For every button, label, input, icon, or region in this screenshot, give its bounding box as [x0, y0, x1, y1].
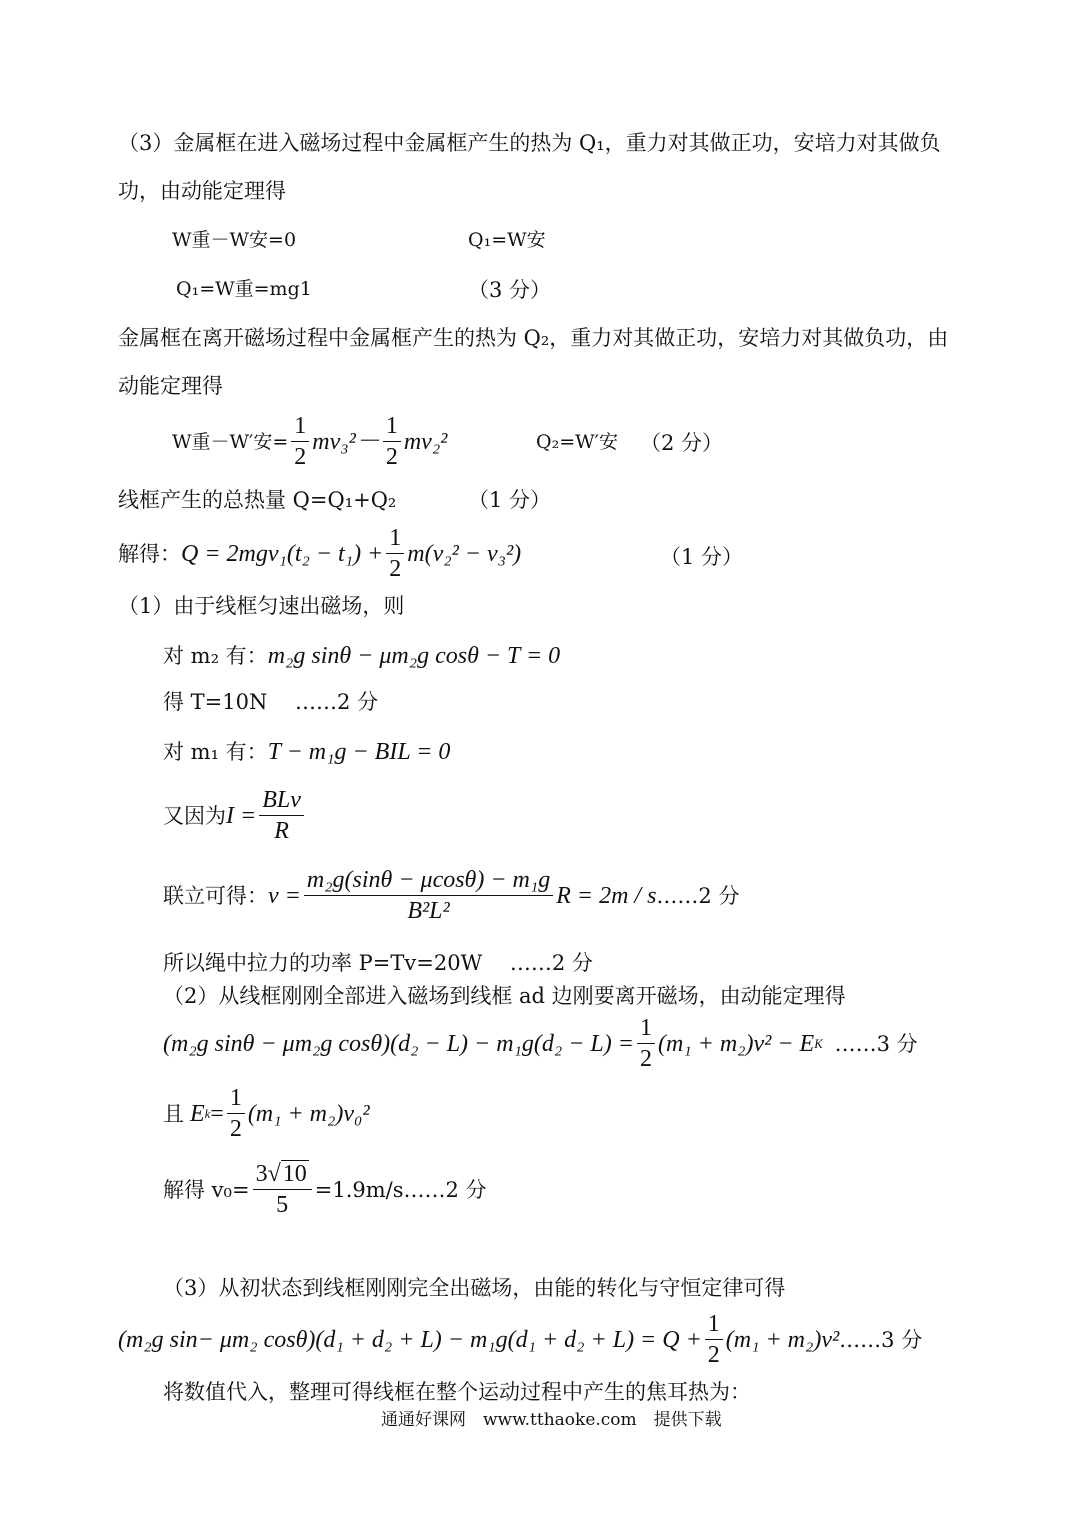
fraction-half-2: $\frac{1}{2}$: [383, 414, 401, 470]
s3-last-line: 将数值代入，整理可得线框在整个运动过程中产生的焦耳热为：: [163, 1380, 751, 1404]
score-1b: （1 分）: [660, 545, 744, 569]
s2-Ek-line: 且 E k = $\frac{1}{2}$ (m₁ + m₂)v₀²: [163, 1085, 370, 1143]
s1-velocity-line: [163, 868, 739, 924]
s2-energy-equation: (m₂g sinθ − μm₂g cosθ)(d₂ − L) − m₁g(d₂ − L) = $\frac{1}{2}$ (m₁ + m₂)v² − E K ……3 分: [163, 1015, 918, 1073]
fraction-half-5: $\frac{1}{2}$: [227, 1086, 245, 1142]
leave-line-2: 动能定理得: [118, 374, 223, 398]
s2-Ek-label: 且: [163, 1101, 184, 1126]
s1-title: （1）由于线框匀速出磁场，则: [118, 594, 405, 618]
solve-eq-a: Q = 2mgv₁(t₂ − t₁) +: [181, 541, 384, 568]
s1-v-rhs: R = 2m / s: [556, 883, 657, 910]
s1-m1-line: [163, 740, 450, 764]
equation-energy-leave: [172, 414, 447, 470]
fraction-half-6: $\frac{1}{2}$: [705, 1312, 723, 1368]
s2-eq-b: (m₁ + m₂)v² − E: [657, 1031, 815, 1058]
s3-title: （3）从初状态到线框刚刚完全出磁场，由能的转化与守恒定律可得: [163, 1276, 786, 1300]
s2-v0-rhs: =1.9m/s……2 分: [314, 1177, 487, 1202]
equation-q1: Q₁=W重=mg1: [176, 278, 312, 300]
s1-m2-eq: m₂g sinθ − μm₂g cosθ − T = 0: [267, 643, 561, 669]
equation-q1-equals-w: Q₁=W安: [468, 229, 546, 251]
s1-m1-label: 对 m₁ 有：: [163, 739, 268, 764]
fraction-velocity: $\frac{\text{m₂g(sinθ − μcosθ) − m₁g}}{\text{B²L²}}$: [304, 868, 553, 924]
page-footer: 通通好课网 www.tthaoke.com 提供下载: [381, 1410, 722, 1430]
s1-power-line: 所以绳中拉力的功率 P=Tv=20W ……2 分: [163, 951, 593, 975]
s1-m2-label: 对 m₂ 有：: [163, 643, 268, 668]
solve-equation: [118, 526, 521, 582]
solve-label: 解得：: [118, 541, 181, 566]
s3-energy-equation: [118, 1312, 922, 1368]
s2-title: （2）从线框刚刚全部进入磁场到线框 ad 边刚要离开磁场，由动能定理得: [163, 984, 846, 1008]
p3-intro-line-1: （3）金属框在进入磁场过程中金属框产生的热为 Q₁，重力对其做正功，安培力对其做负: [118, 131, 941, 155]
fraction-half-4: $\frac{1}{2}$: [637, 1016, 655, 1072]
score-3: （3 分）: [468, 278, 552, 302]
s2-v0-label: 解得 v₀=: [163, 1177, 250, 1202]
s2-Ek-lhs: E: [190, 1101, 205, 1128]
equation-work-balance: W重－W安=0: [172, 229, 297, 251]
fraction-half: $\frac{1}{2}$: [291, 414, 309, 470]
s1-m2-line: [163, 644, 560, 668]
s3-eq-a: (m₂g sin− μm₂ cosθ)(d₁ + d₂ + L) − m₁g(d₁ + d₂ + L) = Q +: [118, 1327, 702, 1354]
leave-line-1: 金属框在离开磁场过程中金属框产生的热为 Q₂，重力对其做正功，安培力对其做负功，由: [118, 326, 949, 350]
fraction-half-3: $\frac{1}{2}$: [386, 526, 404, 582]
score-1: （1 分）: [468, 488, 552, 512]
s3-eq-b: (m₁ + m₂)v²: [725, 1327, 840, 1354]
eq-w2-mid: mv₃²－: [312, 429, 380, 456]
s1-v-label: 联立可得：: [163, 883, 268, 908]
fraction-current: $\frac{\text{BLv}}{R}$: [259, 788, 304, 844]
s1-I-lhs: I =: [226, 803, 257, 830]
s1-v-score: ……2 分: [656, 883, 740, 908]
eq-w2-left: W重－W′安=: [172, 430, 289, 453]
score-2: （2 分）: [640, 431, 724, 455]
solve-eq-b: m(v₂² − v₃²): [407, 541, 522, 568]
s1-current-line: [163, 788, 307, 844]
equation-q2: Q₂=W′安: [536, 431, 618, 453]
s1-v-lhs: v =: [268, 883, 301, 910]
s1-I-label: 又因为: [163, 803, 226, 828]
total-heat: 线框产生的总热量 Q=Q₁+Q₂: [118, 488, 397, 512]
s1-m1-eq: T − m₁g − BIL = 0: [267, 739, 451, 765]
fraction-v0: $\frac{3√10}{5}$: [253, 1162, 312, 1218]
s2-Ek-rhs: (m₁ + m₂)v₀²: [247, 1101, 370, 1128]
s2-eq-a: (m₂g sinθ − μm₂g cosθ)(d₂ − L) − m₁g(d₂ − L) =: [163, 1031, 634, 1058]
s2-score: ……3 分: [834, 1031, 918, 1056]
s1-T-line: 得 T=10N ……2 分: [163, 690, 379, 714]
s3-score: ……3 分: [839, 1327, 923, 1352]
s2-v0-line: [163, 1162, 487, 1218]
p3-intro-line-2: 功，由动能定理得: [118, 179, 286, 203]
eq-w2-end: mv₂²: [403, 429, 448, 456]
